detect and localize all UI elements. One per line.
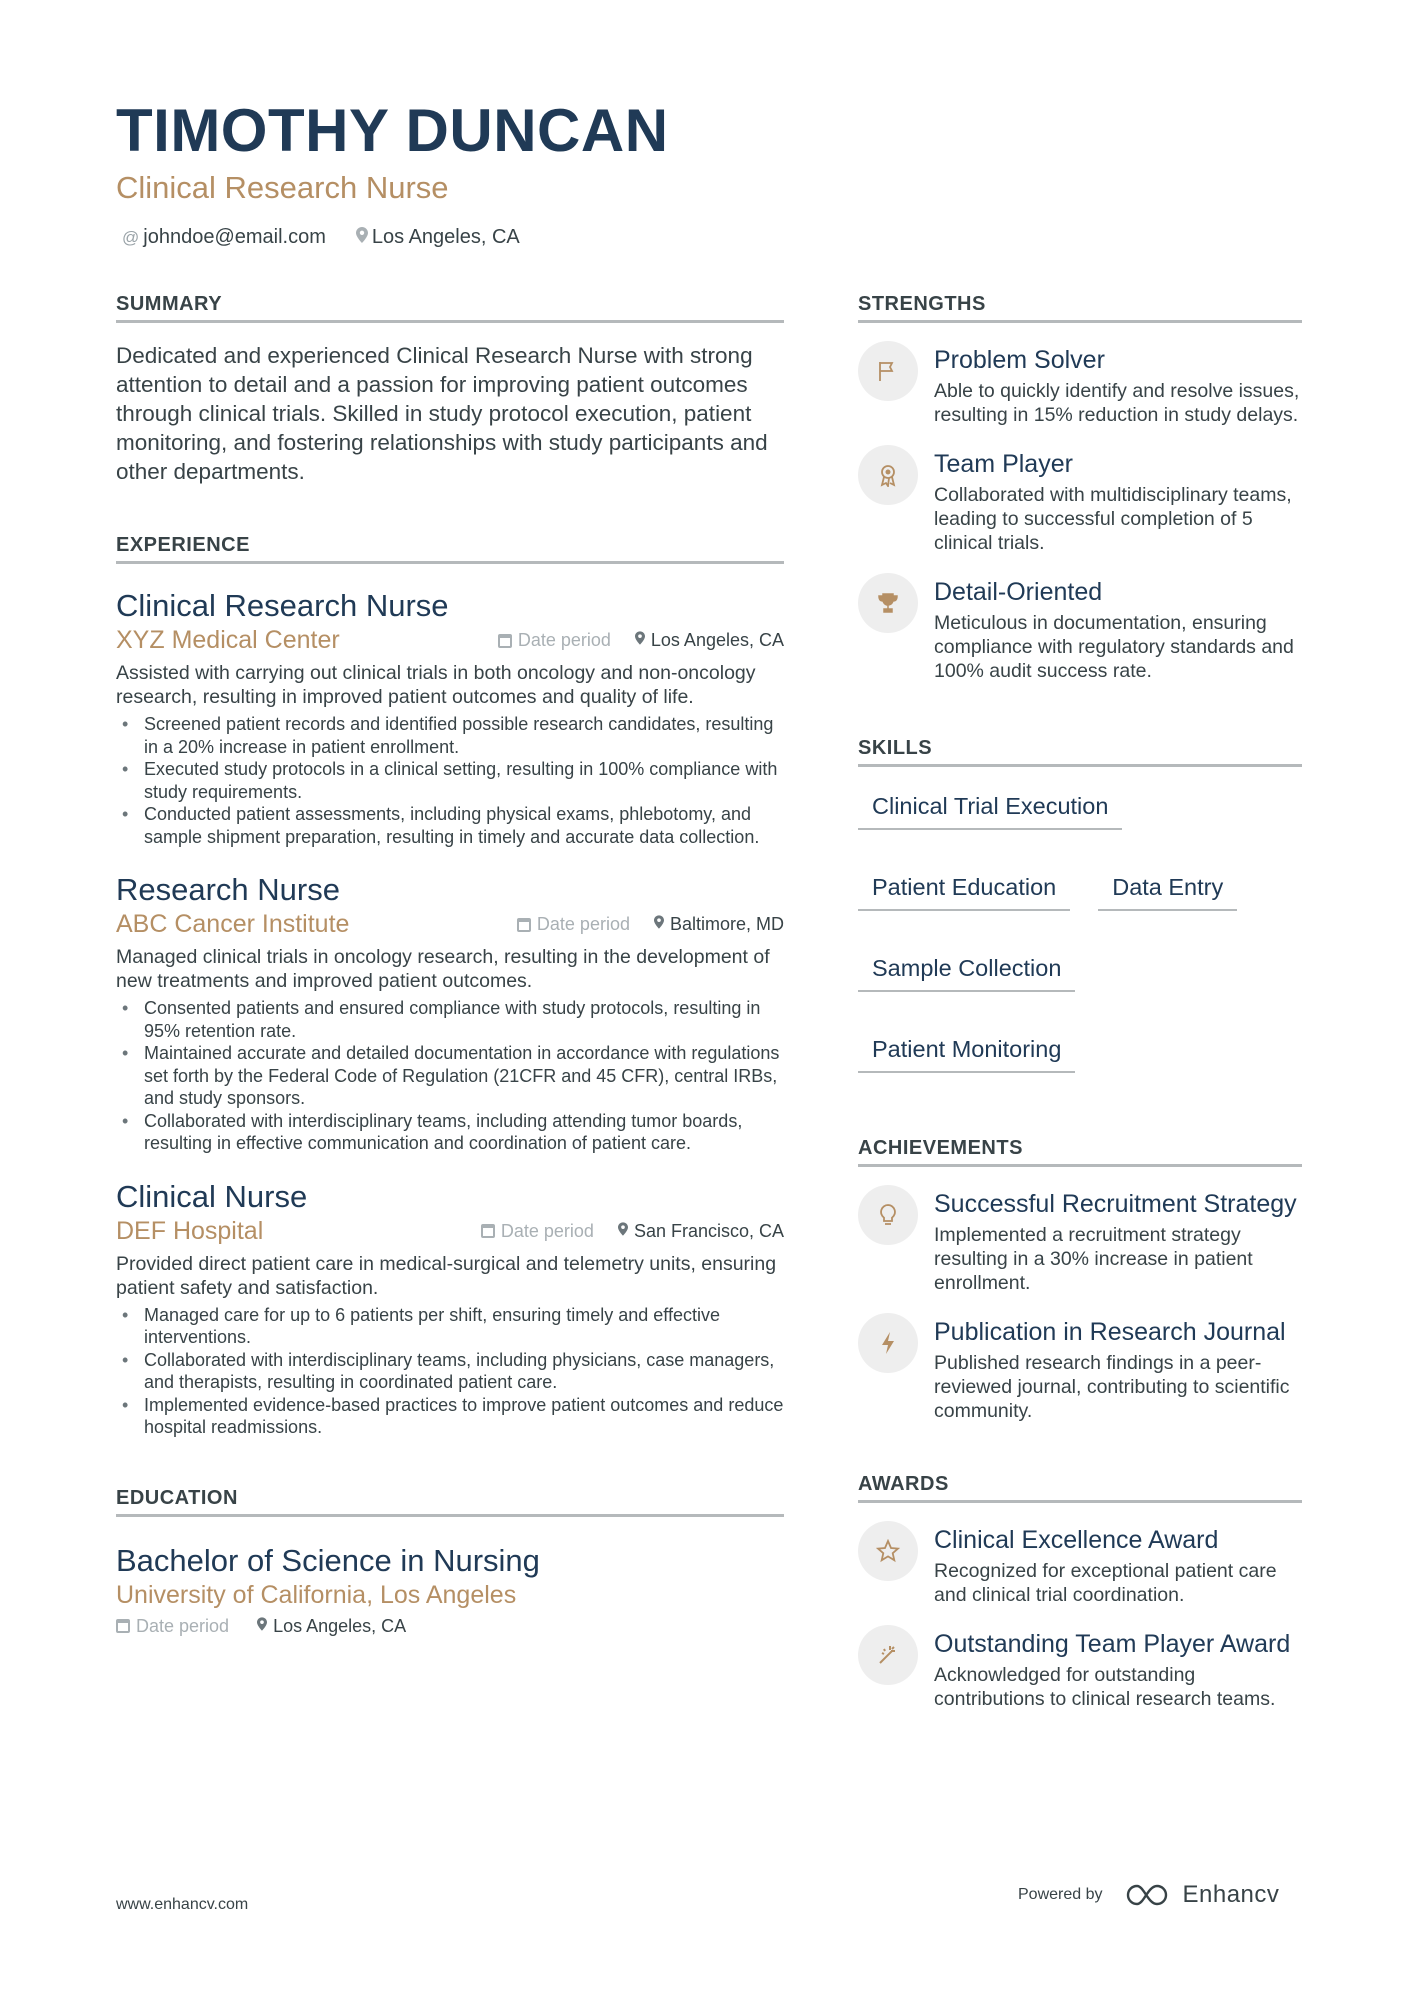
strength-description: Able to quickly identify and resolve issues, resulting in 15% reduction in study delays. bbox=[934, 380, 1300, 426]
job-company: ABC Cancer Institute bbox=[116, 910, 350, 938]
strength-description: Collaborated with multidisciplinary teams, leading to successful completion of 5 clinical trials. bbox=[934, 484, 1292, 554]
strength-item bbox=[858, 345, 1302, 427]
job-bullets bbox=[116, 713, 784, 848]
job-meta bbox=[116, 910, 784, 939]
job-description: Managed clinical trials in oncology research, resulting in the development of new treatments and improved patient outcomes. bbox=[116, 946, 770, 992]
award-title: Outstanding Team Player Award bbox=[934, 1630, 1291, 1658]
education-date: Date period bbox=[116, 1616, 229, 1637]
achievement-title: Publication in Research Journal bbox=[934, 1318, 1286, 1346]
experience-item bbox=[116, 1177, 784, 1439]
email-text: johndoe@email.com bbox=[143, 226, 326, 248]
job-bullet: • Collaborated with interdisciplinary teams, including attending tumor boards, resulting in effective communication and coordination of patient care. bbox=[144, 1110, 784, 1155]
location-pin-icon bbox=[618, 1222, 628, 1241]
job-meta bbox=[116, 1217, 784, 1246]
job-bullet: • Consented patients and ensured compliance with study protocols, resulting in 95% retention rate. bbox=[144, 997, 784, 1042]
brand-logo[interactable] bbox=[1125, 1881, 1280, 1909]
job-title: Research Nurse bbox=[116, 872, 340, 907]
calendar-icon bbox=[498, 634, 512, 648]
job-date: Date period bbox=[517, 914, 630, 935]
job-company: DEF Hospital bbox=[116, 1216, 264, 1245]
skill-tag: Patient Monitoring bbox=[858, 1036, 1075, 1073]
candidate-title: Clinical Research Nurse bbox=[116, 170, 449, 205]
strength-item bbox=[858, 449, 1302, 555]
education-meta bbox=[116, 1616, 784, 1637]
skill-tag: Clinical Trial Execution bbox=[858, 793, 1122, 830]
location-pin-icon bbox=[635, 631, 645, 650]
awards-heading: AWARDS bbox=[858, 1473, 1302, 1503]
strength-item bbox=[858, 577, 1302, 683]
enhancv-logo-icon bbox=[1125, 1882, 1173, 1908]
location-pin-icon bbox=[257, 1617, 267, 1636]
calendar-icon bbox=[517, 918, 531, 932]
job-location: San Francisco, CA bbox=[618, 1221, 784, 1242]
job-bullets bbox=[116, 1304, 784, 1439]
job-bullet: • Screened patient records and identified possible research candidates, resulting in a 20% increase in patient enrollment. bbox=[144, 713, 784, 758]
achievement-title: Successful Recruitment Strategy bbox=[934, 1190, 1297, 1218]
job-bullet: • Collaborated with interdisciplinary teams, including physicians, case managers, and therapists, resulting in coordinated patient care. bbox=[144, 1349, 784, 1394]
job-description: Assisted with carrying out clinical trials in both oncology and non-oncology research, resulting in improved patient outcomes and quality of life. bbox=[116, 662, 756, 708]
job-company: XYZ Medical Center bbox=[116, 626, 340, 654]
award-item bbox=[858, 1525, 1302, 1607]
skills-heading: SKILLS bbox=[858, 737, 1302, 767]
ribbon-icon bbox=[858, 445, 918, 505]
achievement-description: Published research findings in a peer-reviewed journal, contributing to scientific community. bbox=[934, 1352, 1290, 1422]
summary-heading: SUMMARY bbox=[116, 293, 784, 323]
contact-location bbox=[356, 226, 520, 249]
location-pin-icon bbox=[356, 227, 368, 248]
job-bullet: • Managed care for up to 6 patients per shift, ensuring timely and effective interventions. bbox=[144, 1304, 784, 1349]
job-meta bbox=[116, 626, 784, 655]
award-description: Acknowledged for outstanding contributions to clinical research teams. bbox=[934, 1664, 1276, 1710]
education-heading: EDUCATION bbox=[116, 1487, 784, 1517]
achievement-item bbox=[858, 1189, 1302, 1295]
strength-title: Problem Solver bbox=[934, 346, 1105, 374]
flag-icon bbox=[858, 341, 918, 401]
left-column bbox=[116, 293, 784, 1637]
calendar-icon bbox=[116, 1619, 130, 1633]
skill-tag: Sample Collection bbox=[858, 955, 1075, 992]
job-location: Los Angeles, CA bbox=[635, 630, 784, 651]
trophy-icon bbox=[858, 573, 918, 633]
footer-website[interactable]: www.enhancv.com bbox=[116, 1896, 249, 1913]
skills-list bbox=[858, 793, 1302, 1073]
award-item bbox=[858, 1629, 1302, 1711]
job-bullet: • Executed study protocols in a clinical setting, resulting in 100% compliance with study requirements. bbox=[144, 758, 784, 803]
powered-by-text: Powered by bbox=[1018, 1886, 1103, 1903]
at-icon: @ bbox=[122, 227, 140, 247]
strength-title: Team Player bbox=[934, 450, 1073, 478]
education-location: Los Angeles, CA bbox=[257, 1616, 406, 1637]
skill-tag: Patient Education bbox=[858, 874, 1070, 911]
candidate-name: TIMOTHY DUNCAN bbox=[116, 97, 669, 164]
location-pin-icon bbox=[654, 915, 664, 934]
skill-tag: Data Entry bbox=[1098, 874, 1237, 911]
brand-name: Enhancv bbox=[1182, 1881, 1280, 1908]
strength-title: Detail-Oriented bbox=[934, 578, 1103, 606]
award-description: Recognized for exceptional patient care and clinical trial coordination. bbox=[934, 1560, 1277, 1606]
job-description: Provided direct patient care in medical-surgical and telemetry units, ensuring patient safety and satisfaction. bbox=[116, 1252, 777, 1299]
achievement-item bbox=[858, 1317, 1302, 1423]
lightbulb-icon bbox=[858, 1185, 918, 1245]
contact-row bbox=[122, 226, 520, 249]
award-title: Clinical Excellence Award bbox=[934, 1526, 1219, 1554]
summary-text: Dedicated and experienced Clinical Research Nurse with strong attention to detail and a passion for improving patient outcomes through clinical trials. Skilled in study protocol execution, patient monitoring, and fostering relationships with study participants and other departments. bbox=[116, 343, 768, 484]
job-date: Date period bbox=[498, 630, 611, 651]
achievement-description: Implemented a recruitment strategy resulting in a 30% increase in patient enrollment. bbox=[934, 1224, 1253, 1294]
job-title: Clinical Research Nurse bbox=[116, 588, 449, 623]
experience-item bbox=[116, 586, 784, 848]
star-icon bbox=[858, 1521, 918, 1581]
job-bullet: • Implemented evidence-based practices to improve patient outcomes and reduce hospital readmissions. bbox=[144, 1394, 784, 1439]
education-degree: Bachelor of Science in Nursing bbox=[116, 1542, 540, 1578]
job-title: Clinical Nurse bbox=[116, 1178, 308, 1214]
location-text: Los Angeles, CA bbox=[371, 226, 520, 248]
experience-item bbox=[116, 870, 784, 1155]
lightning-icon bbox=[858, 1313, 918, 1373]
achievements-heading: ACHIEVEMENTS bbox=[858, 1137, 1302, 1167]
education-school: University of California, Los Angeles bbox=[116, 1580, 517, 1609]
strength-description: Meticulous in documentation, ensuring compliance with regulatory standards and 100% audit success rate. bbox=[934, 612, 1294, 682]
wand-icon bbox=[858, 1625, 918, 1685]
right-column bbox=[858, 293, 1302, 1711]
footer-branding bbox=[1018, 1881, 1279, 1909]
job-location: Baltimore, MD bbox=[654, 914, 784, 935]
experience-heading: EXPERIENCE bbox=[116, 534, 784, 564]
job-bullets bbox=[116, 997, 784, 1155]
contact-email[interactable] bbox=[122, 226, 326, 249]
job-date: Date period bbox=[481, 1221, 594, 1242]
strengths-heading: STRENGTHS bbox=[858, 293, 1302, 323]
job-bullet: • Maintained accurate and detailed documentation in accordance with regulations set forth by the Federal Code of Regulation (21CFR and 45 CFR), central IRBs, and study sponsors. bbox=[144, 1042, 784, 1110]
calendar-icon bbox=[481, 1224, 495, 1238]
job-bullet: • Conducted patient assessments, including physical exams, phlebotomy, and sample shipment preparation, resulting in timely and accurate data collection. bbox=[144, 803, 784, 848]
